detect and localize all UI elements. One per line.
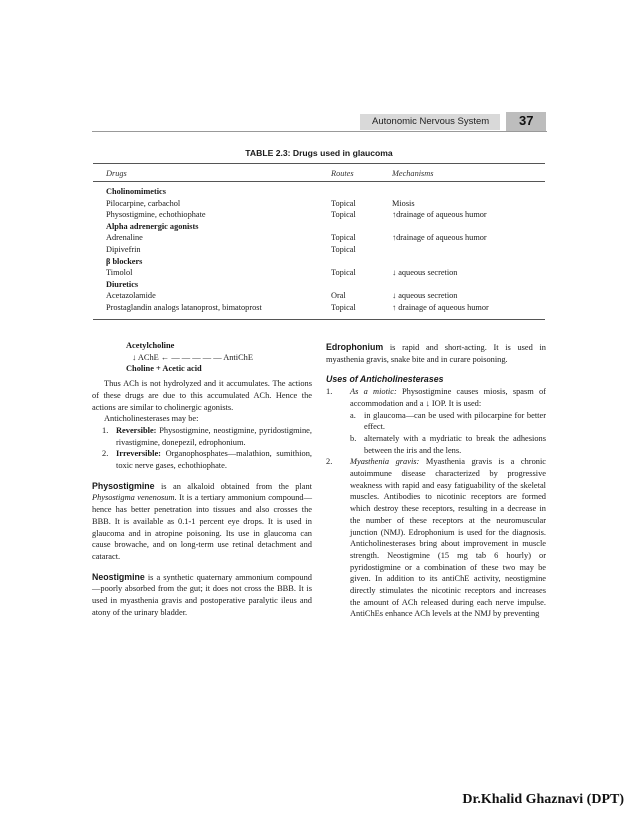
table-row: [106, 232, 546, 243]
table-row: [106, 267, 546, 278]
mechanism-cell: ↑ drainage of aqueous humor: [392, 303, 489, 312]
right-column: [326, 342, 546, 620]
use-item-myasthenia: [326, 456, 546, 620]
scheme-acetylcholine: Acetylcholine: [126, 341, 175, 350]
table-top-rule: [93, 163, 545, 164]
myasthenia-text: Myasthenia gravis is a chronic autoimmune disease characterized by progressive weakness with rapid and easy fatiguability of the skeletal muscles. Antibodies to nicotinic receptors are formed which destroy these receptors, resulting in a decrease in the number of these receptors at the neuromuscular junction (NMJ). Edrophonium is used for the diagnosis. Anticholinesterases bring about improvement in muscle strength. Neostigmine (15 mg tab 6 hourly) or pyridostigmine or a combination of these two may be given. In addition to its antiChE activity, neostigmine directly stimulates the nicotinic receptors and increases the amount of ACh released during each nerve impulse. AntiChEs enhance ACh levels at the NMJ by preventing: [350, 457, 546, 619]
drug-cell: Diuretics: [106, 279, 139, 289]
table-bottom-rule: [93, 319, 545, 320]
list-marker: 2.: [102, 449, 109, 459]
table-row: [106, 198, 546, 209]
use-subitem-mydriatic: [326, 433, 546, 456]
header-rule: [92, 131, 547, 132]
plant-species: Physostigma venenosum: [92, 493, 175, 503]
route-cell: Topical: [331, 233, 356, 243]
mechanism-cell: ↓ aqueous secretion: [392, 291, 458, 301]
list-item-reversible: [92, 425, 312, 448]
subitem-text: in glaucoma—can be used with pilocarpine for better effect.: [364, 410, 546, 432]
drug-cell: Physostigmine, echothiophate: [106, 210, 206, 220]
drug-cell: Dipivefrin: [106, 245, 141, 254]
table-title: TABLE 2.3: Drugs used in glaucoma: [245, 148, 393, 158]
table-row: [106, 290, 546, 301]
route-cell: Oral: [331, 291, 346, 301]
irreversible-text: Organophosphates—malathion, sumithion, toxic nerve gases, echothiophate.: [116, 449, 312, 471]
reversible-text: Physostigmine, neostigmine, pyridostigmine, rivastigmine, donepezil, edrophonium.: [116, 425, 312, 447]
drug-cell: Prostaglandin analogs latanoprost, bimatoprost: [106, 303, 262, 312]
list-marker: b.: [350, 433, 357, 443]
term-miotic: As a miotic:: [350, 387, 397, 397]
scheme-products: Choline + Acetic acid: [126, 364, 202, 374]
drug-cell: Timolol: [106, 268, 133, 278]
paragraph-physostigmine: [92, 481, 312, 563]
page-number: 37: [519, 113, 534, 128]
paragraph-types-intro: Anticholinesterases may be:: [104, 414, 199, 424]
subitem-text: alternately with a mydriatic to break the adhesions between the iris and the lens.: [364, 433, 546, 455]
table-row: [106, 244, 546, 255]
route-cell: Topical: [331, 303, 356, 312]
drug-cell: β blockers: [106, 256, 143, 266]
drug-cell: Acetazolamide: [106, 291, 156, 301]
table-category-row: [106, 256, 546, 267]
term-irreversible: Irreversible:: [116, 449, 161, 459]
physostigmine-text-b: . It is a tertiary ammonium compound—hence has better penetration into tissues and also crosses the BBB. It is available as 0.1-1 percent eye drops. It is used in glaucoma and in atropine poisoning. Its use in glaucoma can cause browache, and on long-term use retinal detachment and cataract.: [92, 493, 312, 561]
term-neostigmine: Neostigmine: [92, 571, 145, 582]
physostigmine-text-a: is an alkaloid obtained from the plant: [154, 481, 312, 491]
table-category-row: [106, 279, 546, 290]
miotic-text: Physostigmine causes miosis, spasm of accommodation and a ↓ IOP. It is used:: [350, 387, 546, 408]
table-header-rule: [93, 181, 545, 182]
route-cell: Topical: [331, 198, 356, 208]
section-heading-uses: Uses of Anticholinesterases: [326, 374, 444, 385]
list-marker: a.: [350, 410, 356, 420]
paragraph-edrophonium: [326, 342, 546, 365]
mechanism-cell: Miosis: [392, 198, 415, 208]
route-cell: Topical: [331, 245, 356, 254]
use-subitem-glaucoma: [326, 410, 546, 433]
table-category-row: [106, 186, 546, 197]
table-header-routes: Routes: [331, 169, 354, 178]
mechanism-cell: ↑drainage of aqueous humor: [392, 210, 487, 220]
drug-cell: Alpha adrenergic agonists: [106, 221, 199, 231]
drug-cell: Pilocarpine, carbachol: [106, 198, 181, 208]
use-item-miotic: [326, 386, 546, 409]
mechanism-cell: ↑drainage of aqueous humor: [392, 233, 487, 243]
left-column: [92, 340, 312, 618]
scheme-reaction: ↓ AChE ← — — — — — AntiChE: [132, 352, 253, 362]
running-header-title: Autonomic Nervous System: [372, 116, 490, 127]
table-row: [106, 302, 546, 313]
term-myasthenia: Myasthenia gravis:: [350, 457, 420, 467]
table-header-mechanisms: Mechanisms: [392, 169, 434, 178]
table-header-drugs: Drugs: [106, 169, 127, 178]
term-edrophonium: Edrophonium: [326, 342, 384, 352]
drug-cell: Adrenaline: [106, 233, 143, 243]
paragraph-neostigmine: [92, 572, 312, 619]
list-marker: 1.: [326, 387, 333, 397]
footer-signature: Dr.Khalid Ghaznavi (DPT): [462, 792, 624, 807]
term-reversible: Reversible:: [116, 425, 157, 435]
edrophonium-text: is rapid and short-acting. It is used in myasthenia gravis, snake bite and in curare poisoning.: [326, 343, 546, 364]
mechanism-cell: ↓ aqueous secretion: [392, 268, 458, 278]
list-marker: 1.: [102, 425, 109, 435]
list-item-irreversible: [92, 448, 312, 471]
route-cell: Topical: [331, 210, 356, 220]
drug-cell: Cholinomimetics: [106, 187, 166, 196]
term-physostigmine: Physostigmine: [92, 480, 155, 491]
list-marker: 2.: [326, 457, 333, 467]
table-category-row: [106, 221, 546, 232]
paragraph-accumulation: Thus ACh is not hydrolyzed and it accumulates. The actions of these drugs are due to this accumulated ACh. Hence the actions are similar to cholinergic agonists.: [92, 379, 312, 412]
neostigmine-text: is a synthetic quaternary ammonium compound—poorly absorbed from the gut; it does not cross the BBB. It is used in myasthenia gravis and postoperative paralytic ileus and atony of the urinary bladder.: [92, 572, 312, 617]
route-cell: Topical: [331, 268, 356, 278]
table-row: [106, 209, 546, 220]
